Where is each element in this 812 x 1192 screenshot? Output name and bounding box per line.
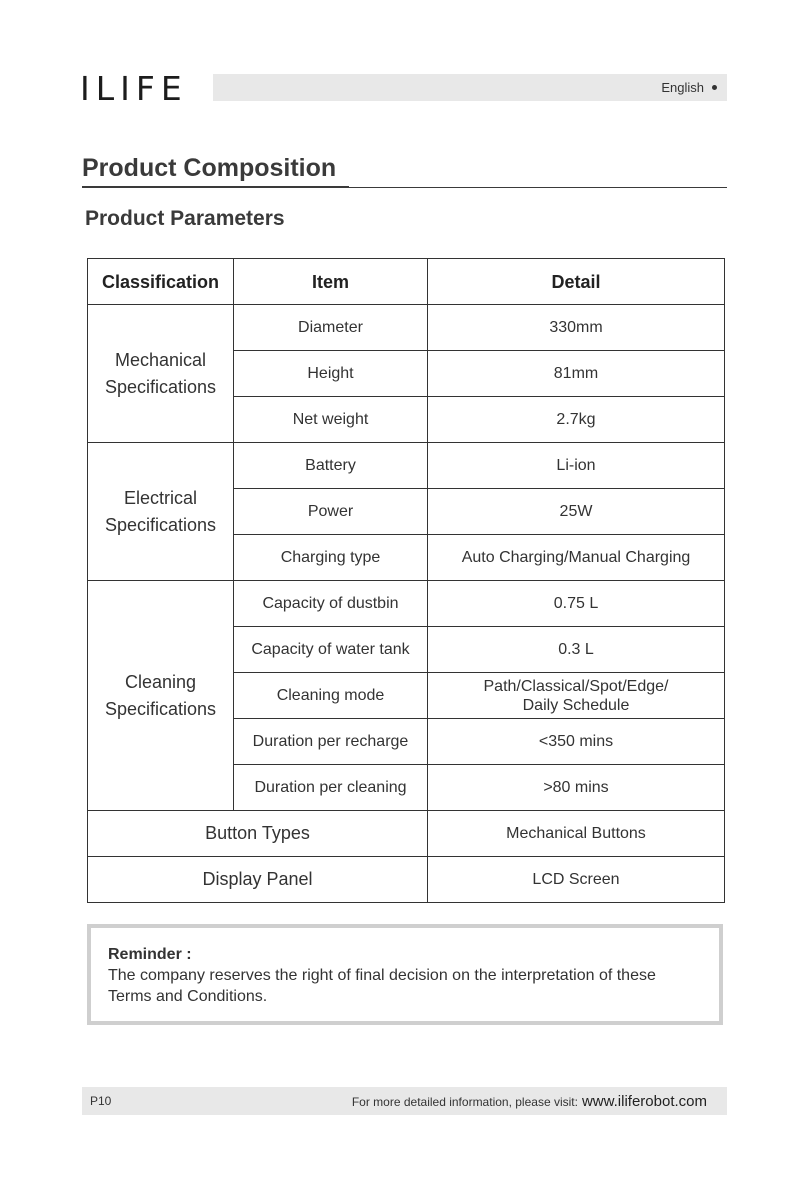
item-cell: Capacity of dustbin <box>234 581 428 627</box>
title-divider <box>349 187 727 188</box>
parameters-table <box>87 258 725 903</box>
page-number: P10 <box>90 1094 112 1108</box>
wide-label-cell: Display Panel <box>88 857 428 903</box>
item-cell: Charging type <box>234 535 428 581</box>
item-cell: Battery <box>234 443 428 489</box>
item-cell: Capacity of water tank <box>234 627 428 673</box>
detail-cell: 0.75 L <box>428 581 725 627</box>
reminder-text: The company reserves the right of final decision on the interpretation of these Terms and Conditions. <box>108 967 656 1005</box>
item-cell: Duration per cleaning <box>234 765 428 811</box>
classification-line: Specifications <box>104 376 217 397</box>
table-row <box>88 305 725 351</box>
footer-bar <box>82 1087 727 1115</box>
footer-visit <box>352 1093 707 1110</box>
section-title: Product Composition <box>82 154 337 182</box>
item-cell: Height <box>234 351 428 397</box>
detail-line: Daily Schedule <box>522 696 630 714</box>
item-cell: Net weight <box>234 397 428 443</box>
table-row <box>88 857 725 903</box>
item-cell: Cleaning mode <box>234 673 428 719</box>
detail-cell: 81mm <box>428 351 725 397</box>
classification-line: Specifications <box>104 514 217 535</box>
detail-cell: Mechanical Buttons <box>428 811 725 857</box>
visit-text: For more detailed information, please visit: <box>351 1094 578 1109</box>
classification-line: Mechanical <box>114 349 207 370</box>
detail-cell <box>428 673 725 719</box>
header-classification: Classification <box>88 259 234 305</box>
detail-cell: <350 mins <box>428 719 725 765</box>
table-header-row <box>88 259 725 305</box>
table-row <box>88 811 725 857</box>
website-link[interactable]: www.iliferobot.com <box>581 1092 707 1110</box>
ilife-logo: ILIFE <box>80 69 188 108</box>
classification-line: Cleaning <box>124 671 197 692</box>
detail-line: Path/Classical/Spot/Edge/ <box>483 677 669 695</box>
detail-cell: 330mm <box>428 305 725 351</box>
title-underline <box>82 186 349 188</box>
detail-cell: 25W <box>428 489 725 535</box>
classification-mechanical <box>88 305 234 443</box>
header-item: Item <box>234 259 428 305</box>
item-cell: Diameter <box>234 305 428 351</box>
reminder-label: Reminder : <box>108 946 192 963</box>
header-bar <box>213 74 727 101</box>
reminder-box <box>87 924 723 1025</box>
detail-cell: 2.7kg <box>428 397 725 443</box>
subsection-title: Product Parameters <box>85 207 285 230</box>
detail-cell: LCD Screen <box>428 857 725 903</box>
language-label: English <box>661 80 704 95</box>
detail-cell: >80 mins <box>428 765 725 811</box>
language-selector[interactable] <box>661 80 717 95</box>
item-cell: Duration per recharge <box>234 719 428 765</box>
table-row <box>88 581 725 627</box>
table-row <box>88 443 725 489</box>
detail-cell: Li-ion <box>428 443 725 489</box>
classification-line: Electrical <box>123 487 198 508</box>
language-dot-icon <box>712 85 717 90</box>
classification-electrical <box>88 443 234 581</box>
item-cell: Power <box>234 489 428 535</box>
classification-line: Specifications <box>104 698 217 719</box>
wide-label-cell: Button Types <box>88 811 428 857</box>
classification-cleaning <box>88 581 234 811</box>
detail-cell: Auto Charging/Manual Charging <box>428 535 725 581</box>
header-detail: Detail <box>428 259 725 305</box>
detail-cell: 0.3 L <box>428 627 725 673</box>
